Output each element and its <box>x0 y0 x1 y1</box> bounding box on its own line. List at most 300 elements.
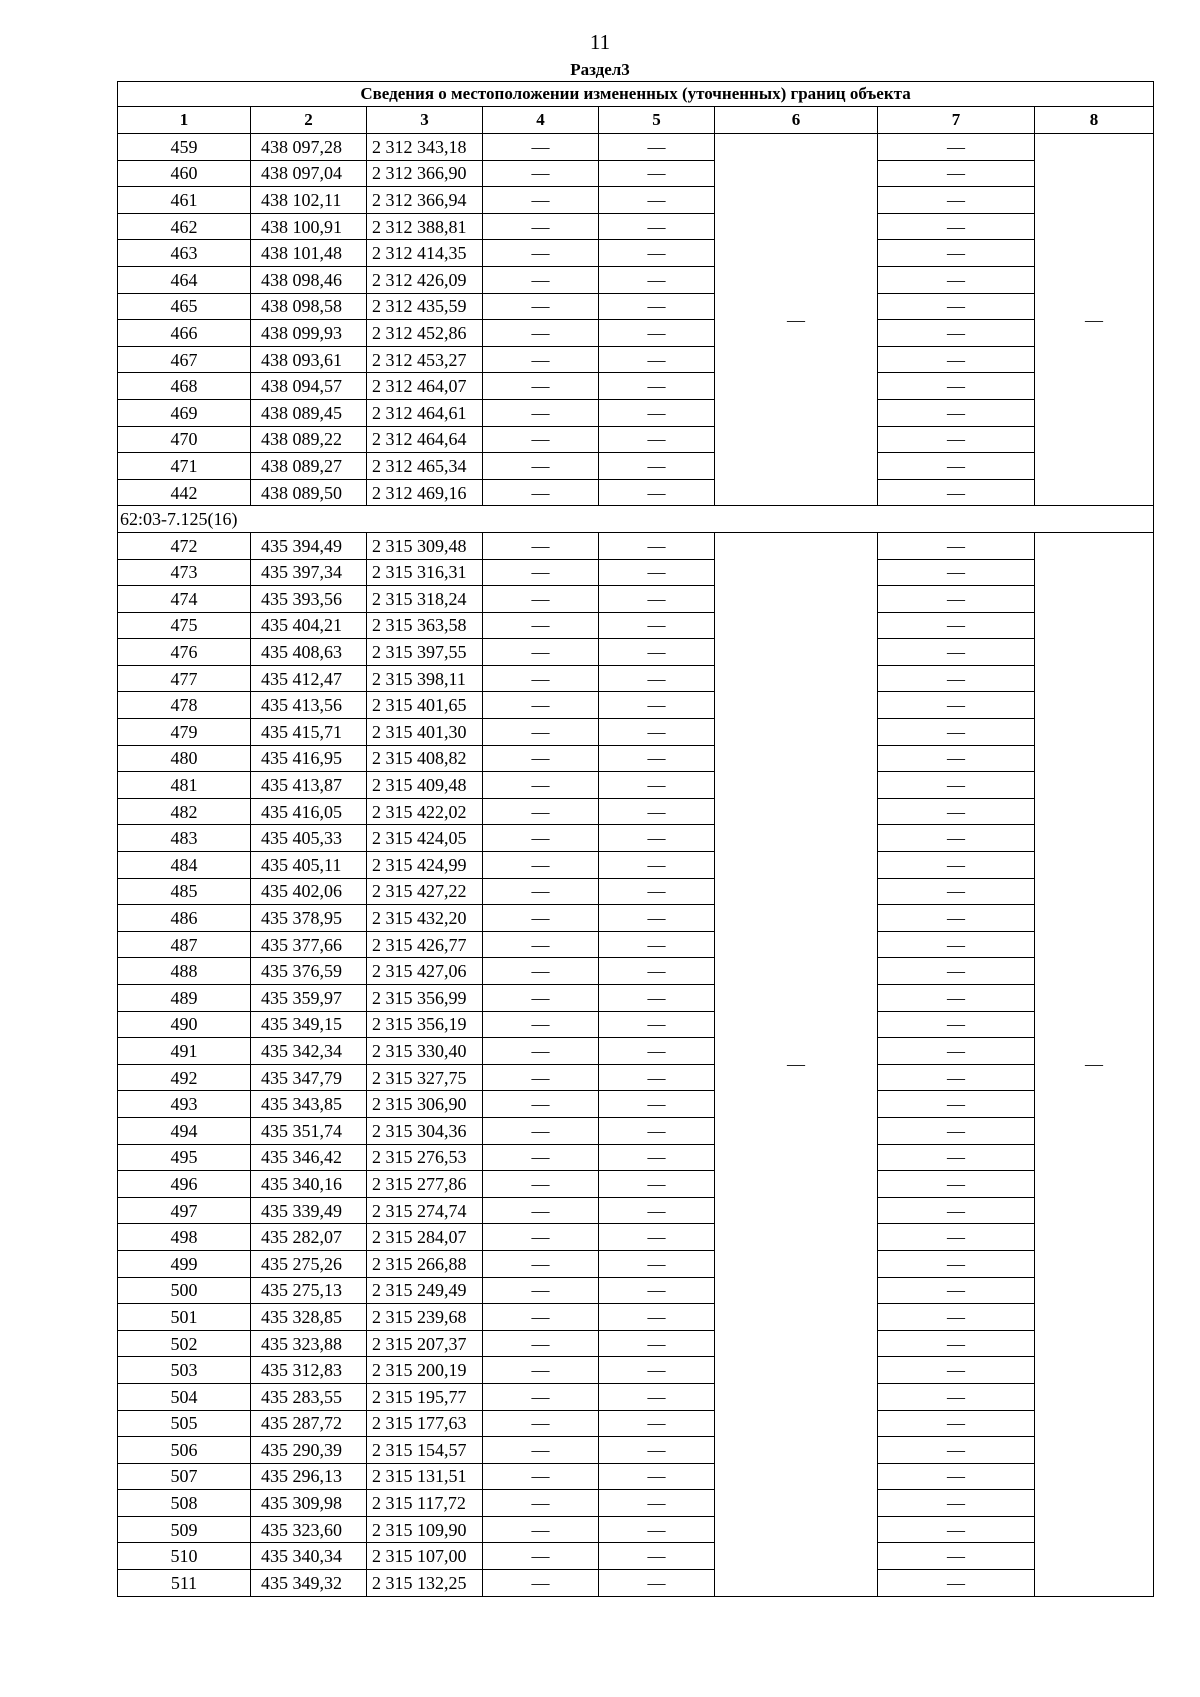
point-number-cell: 491 <box>118 1038 251 1065</box>
table-row <box>118 878 1154 905</box>
column-4-cell: — <box>483 1144 599 1171</box>
column-header-row <box>118 107 1154 134</box>
point-number-cell: 502 <box>118 1330 251 1357</box>
table-row <box>118 134 1154 161</box>
column-7-cell: — <box>878 958 1035 985</box>
y-coordinate-cell: 2 315 266,88 <box>367 1250 483 1277</box>
column-7-cell: — <box>878 985 1035 1012</box>
x-coordinate-cell: 435 275,26 <box>251 1250 367 1277</box>
column-7-cell: — <box>878 931 1035 958</box>
table-row <box>118 240 1154 267</box>
column-4-cell: — <box>483 1463 599 1490</box>
point-number-cell: 480 <box>118 745 251 772</box>
table-row <box>118 1490 1154 1517</box>
column-4-cell: — <box>483 1410 599 1437</box>
point-number-cell: 509 <box>118 1516 251 1543</box>
x-coordinate-cell: 435 323,60 <box>251 1516 367 1543</box>
x-coordinate-cell: 435 340,16 <box>251 1171 367 1198</box>
column-7-cell: — <box>878 1144 1035 1171</box>
x-coordinate-cell: 435 402,06 <box>251 878 367 905</box>
column-7-cell: — <box>878 772 1035 799</box>
table-row <box>118 639 1154 666</box>
table-row <box>118 399 1154 426</box>
column-5-cell: — <box>599 985 715 1012</box>
column-4-cell: — <box>483 692 599 719</box>
x-coordinate-cell: 435 283,55 <box>251 1383 367 1410</box>
table-body <box>118 134 1154 1597</box>
group1-column-8-merged-cell: — <box>1035 134 1154 506</box>
y-coordinate-cell: 2 315 306,90 <box>367 1091 483 1118</box>
point-number-cell: 499 <box>118 1250 251 1277</box>
column-4-cell: — <box>483 665 599 692</box>
column-5-cell: — <box>599 958 715 985</box>
column-5-cell: — <box>599 719 715 746</box>
column-4-cell: — <box>483 1490 599 1517</box>
y-coordinate-cell: 2 315 132,25 <box>367 1570 483 1597</box>
column-7-cell: — <box>878 1543 1035 1570</box>
point-number-cell: 442 <box>118 479 251 506</box>
table-row <box>118 958 1154 985</box>
column-7-cell: — <box>878 399 1035 426</box>
column-4-cell: — <box>483 798 599 825</box>
column-4-cell: — <box>483 745 599 772</box>
point-number-cell: 477 <box>118 665 251 692</box>
column-5-cell: — <box>599 320 715 347</box>
table-row <box>118 772 1154 799</box>
y-coordinate-cell: 2 312 464,64 <box>367 426 483 453</box>
column-4-cell: — <box>483 426 599 453</box>
column-4-cell: — <box>483 1064 599 1091</box>
column-4-cell: — <box>483 479 599 506</box>
column-7-cell: — <box>878 373 1035 400</box>
point-number-cell: 481 <box>118 772 251 799</box>
point-number-cell: 496 <box>118 1171 251 1198</box>
column-5-cell: — <box>599 532 715 559</box>
table-row <box>118 1410 1154 1437</box>
column-7-cell: — <box>878 320 1035 347</box>
x-coordinate-cell: 438 101,48 <box>251 240 367 267</box>
group-label-row <box>118 506 1154 533</box>
column-4-cell: — <box>483 1357 599 1384</box>
table-row <box>118 1357 1154 1384</box>
table-row <box>118 373 1154 400</box>
point-number-cell: 459 <box>118 134 251 161</box>
column-4-cell: — <box>483 160 599 187</box>
column-5-cell: — <box>599 798 715 825</box>
point-number-cell: 488 <box>118 958 251 985</box>
table-row <box>118 1543 1154 1570</box>
y-coordinate-cell: 2 312 464,61 <box>367 399 483 426</box>
column-7-cell: — <box>878 293 1035 320</box>
column-7-cell: — <box>878 266 1035 293</box>
table-row <box>118 346 1154 373</box>
column-5-cell: — <box>599 772 715 799</box>
x-coordinate-cell: 435 412,47 <box>251 665 367 692</box>
table-row <box>118 852 1154 879</box>
x-coordinate-cell: 438 089,45 <box>251 399 367 426</box>
column-7-cell: — <box>878 1383 1035 1410</box>
table-row <box>118 320 1154 347</box>
column-7-cell: — <box>878 719 1035 746</box>
y-coordinate-cell: 2 312 426,09 <box>367 266 483 293</box>
y-coordinate-cell: 2 312 469,16 <box>367 479 483 506</box>
point-number-cell: 470 <box>118 426 251 453</box>
column-5-cell: — <box>599 187 715 214</box>
x-coordinate-cell: 435 296,13 <box>251 1463 367 1490</box>
column-4-cell: — <box>483 399 599 426</box>
y-coordinate-cell: 2 315 276,53 <box>367 1144 483 1171</box>
x-coordinate-cell: 435 394,49 <box>251 532 367 559</box>
column-5-cell: — <box>599 559 715 586</box>
column-4-cell: — <box>483 852 599 879</box>
point-number-cell: 495 <box>118 1144 251 1171</box>
column-header-1: 1 <box>118 107 251 134</box>
column-5-cell: — <box>599 1570 715 1597</box>
point-number-cell: 490 <box>118 1011 251 1038</box>
column-4-cell: — <box>483 532 599 559</box>
x-coordinate-cell: 435 415,71 <box>251 719 367 746</box>
x-coordinate-cell: 435 328,85 <box>251 1304 367 1331</box>
y-coordinate-cell: 2 315 330,40 <box>367 1038 483 1065</box>
column-5-cell: — <box>599 1117 715 1144</box>
column-4-cell: — <box>483 639 599 666</box>
y-coordinate-cell: 2 312 464,07 <box>367 373 483 400</box>
y-coordinate-cell: 2 312 435,59 <box>367 293 483 320</box>
x-coordinate-cell: 435 393,56 <box>251 586 367 613</box>
column-5-cell: — <box>599 878 715 905</box>
y-coordinate-cell: 2 315 109,90 <box>367 1516 483 1543</box>
x-coordinate-cell: 435 290,39 <box>251 1437 367 1464</box>
x-coordinate-cell: 438 089,27 <box>251 453 367 480</box>
point-number-cell: 497 <box>118 1197 251 1224</box>
table-row <box>118 1250 1154 1277</box>
point-number-cell: 503 <box>118 1357 251 1384</box>
y-coordinate-cell: 2 315 398,11 <box>367 665 483 692</box>
column-5-cell: — <box>599 134 715 161</box>
point-number-cell: 498 <box>118 1224 251 1251</box>
column-4-cell: — <box>483 931 599 958</box>
section-title: Раздел3 <box>570 60 630 79</box>
y-coordinate-cell: 2 312 414,35 <box>367 240 483 267</box>
x-coordinate-cell: 435 405,11 <box>251 852 367 879</box>
column-5-cell: — <box>599 586 715 613</box>
table-caption: Сведения о местоположении измененных (уточненных) границ объекта <box>118 82 1154 107</box>
column-5-cell: — <box>599 1463 715 1490</box>
x-coordinate-cell: 435 287,72 <box>251 1410 367 1437</box>
column-5-cell: — <box>599 1144 715 1171</box>
table-row <box>118 479 1154 506</box>
x-coordinate-cell: 438 098,46 <box>251 266 367 293</box>
column-7-cell: — <box>878 1091 1035 1118</box>
group2-column-6-merged-cell: — <box>715 532 878 1596</box>
column-7-cell: — <box>878 1250 1035 1277</box>
column-5-cell: — <box>599 1277 715 1304</box>
column-header-3: 3 <box>367 107 483 134</box>
x-coordinate-cell: 435 405,33 <box>251 825 367 852</box>
table-row <box>118 187 1154 214</box>
point-number-cell: 464 <box>118 266 251 293</box>
column-5-cell: — <box>599 692 715 719</box>
point-number-cell: 467 <box>118 346 251 373</box>
column-4-cell: — <box>483 1171 599 1198</box>
column-7-cell: — <box>878 1011 1035 1038</box>
column-4-cell: — <box>483 772 599 799</box>
y-coordinate-cell: 2 315 249,49 <box>367 1277 483 1304</box>
y-coordinate-cell: 2 315 426,77 <box>367 931 483 958</box>
column-4-cell: — <box>483 1543 599 1570</box>
column-5-cell: — <box>599 665 715 692</box>
column-5-cell: — <box>599 1250 715 1277</box>
column-7-cell: — <box>878 1064 1035 1091</box>
column-7-cell: — <box>878 665 1035 692</box>
point-number-cell: 460 <box>118 160 251 187</box>
point-number-cell: 507 <box>118 1463 251 1490</box>
column-5-cell: — <box>599 852 715 879</box>
column-header-5: 5 <box>599 107 715 134</box>
table-row <box>118 1437 1154 1464</box>
point-number-cell: 471 <box>118 453 251 480</box>
table-row <box>118 1463 1154 1490</box>
column-5-cell: — <box>599 1383 715 1410</box>
table-row <box>118 825 1154 852</box>
point-number-cell: 483 <box>118 825 251 852</box>
table-row <box>118 719 1154 746</box>
point-number-cell: 463 <box>118 240 251 267</box>
x-coordinate-cell: 438 093,61 <box>251 346 367 373</box>
x-coordinate-cell: 438 098,58 <box>251 293 367 320</box>
column-7-cell: — <box>878 612 1035 639</box>
table-row <box>118 1038 1154 1065</box>
table-row <box>118 453 1154 480</box>
column-5-cell: — <box>599 1171 715 1198</box>
column-4-cell: — <box>483 612 599 639</box>
x-coordinate-cell: 435 275,13 <box>251 1277 367 1304</box>
x-coordinate-cell: 438 097,28 <box>251 134 367 161</box>
column-7-cell: — <box>878 346 1035 373</box>
column-5-cell: — <box>599 639 715 666</box>
column-7-cell: — <box>878 745 1035 772</box>
x-coordinate-cell: 435 309,98 <box>251 1490 367 1517</box>
point-number-cell: 500 <box>118 1277 251 1304</box>
column-4-cell: — <box>483 559 599 586</box>
column-4-cell: — <box>483 320 599 347</box>
y-coordinate-cell: 2 315 107,00 <box>367 1543 483 1570</box>
column-5-cell: — <box>599 479 715 506</box>
table-row <box>118 1383 1154 1410</box>
column-4-cell: — <box>483 1304 599 1331</box>
column-4-cell: — <box>483 453 599 480</box>
column-4-cell: — <box>483 1383 599 1410</box>
column-5-cell: — <box>599 905 715 932</box>
column-4-cell: — <box>483 1277 599 1304</box>
column-7-cell: — <box>878 1277 1035 1304</box>
x-coordinate-cell: 435 323,88 <box>251 1330 367 1357</box>
x-coordinate-cell: 435 342,34 <box>251 1038 367 1065</box>
column-7-cell: — <box>878 798 1035 825</box>
x-coordinate-cell: 438 089,22 <box>251 426 367 453</box>
column-7-cell: — <box>878 1197 1035 1224</box>
table-row <box>118 1011 1154 1038</box>
column-7-cell: — <box>878 160 1035 187</box>
table-row <box>118 1570 1154 1597</box>
x-coordinate-cell: 435 351,74 <box>251 1117 367 1144</box>
x-coordinate-cell: 435 339,49 <box>251 1197 367 1224</box>
column-7-cell: — <box>878 479 1035 506</box>
column-5-cell: — <box>599 213 715 240</box>
y-coordinate-cell: 2 315 408,82 <box>367 745 483 772</box>
column-7-cell: — <box>878 134 1035 161</box>
point-number-cell: 508 <box>118 1490 251 1517</box>
point-number-cell: 461 <box>118 187 251 214</box>
x-coordinate-cell: 435 376,59 <box>251 958 367 985</box>
table-row <box>118 1516 1154 1543</box>
column-4-cell: — <box>483 240 599 267</box>
y-coordinate-cell: 2 315 274,74 <box>367 1197 483 1224</box>
y-coordinate-cell: 2 312 453,27 <box>367 346 483 373</box>
column-header-6: 6 <box>715 107 878 134</box>
column-5-cell: — <box>599 1543 715 1570</box>
table-row <box>118 426 1154 453</box>
y-coordinate-cell: 2 315 432,20 <box>367 905 483 932</box>
x-coordinate-cell: 435 416,95 <box>251 745 367 772</box>
column-4-cell: — <box>483 213 599 240</box>
column-4-cell: — <box>483 1250 599 1277</box>
table-row <box>118 798 1154 825</box>
column-4-cell: — <box>483 1570 599 1597</box>
y-coordinate-cell: 2 315 401,65 <box>367 692 483 719</box>
x-coordinate-cell: 435 340,34 <box>251 1543 367 1570</box>
column-5-cell: — <box>599 1437 715 1464</box>
column-4-cell: — <box>483 586 599 613</box>
x-coordinate-cell: 435 347,79 <box>251 1064 367 1091</box>
point-number-cell: 487 <box>118 931 251 958</box>
y-coordinate-cell: 2 315 277,86 <box>367 1171 483 1198</box>
column-7-cell: — <box>878 453 1035 480</box>
column-7-cell: — <box>878 1516 1035 1543</box>
point-number-cell: 472 <box>118 532 251 559</box>
y-coordinate-cell: 2 315 356,19 <box>367 1011 483 1038</box>
column-4-cell: — <box>483 958 599 985</box>
point-number-cell: 511 <box>118 1570 251 1597</box>
y-coordinate-cell: 2 315 401,30 <box>367 719 483 746</box>
column-5-cell: — <box>599 1091 715 1118</box>
column-5-cell: — <box>599 160 715 187</box>
column-4-cell: — <box>483 878 599 905</box>
column-5-cell: — <box>599 1410 715 1437</box>
page-number: 11 <box>589 30 611 54</box>
table-row <box>118 931 1154 958</box>
table-row <box>118 1330 1154 1357</box>
column-7-cell: — <box>878 559 1035 586</box>
y-coordinate-cell: 2 315 427,06 <box>367 958 483 985</box>
y-coordinate-cell: 2 315 207,37 <box>367 1330 483 1357</box>
table-row <box>118 1117 1154 1144</box>
column-7-cell: — <box>878 1330 1035 1357</box>
column-5-cell: — <box>599 1011 715 1038</box>
x-coordinate-cell: 435 359,97 <box>251 985 367 1012</box>
column-4-cell: — <box>483 905 599 932</box>
column-4-cell: — <box>483 1117 599 1144</box>
column-7-cell: — <box>878 1463 1035 1490</box>
column-4-cell: — <box>483 1197 599 1224</box>
column-5-cell: — <box>599 931 715 958</box>
table-row <box>118 905 1154 932</box>
point-number-cell: 465 <box>118 293 251 320</box>
column-7-cell: — <box>878 1304 1035 1331</box>
column-4-cell: — <box>483 1330 599 1357</box>
y-coordinate-cell: 2 315 424,99 <box>367 852 483 879</box>
column-7-cell: — <box>878 1117 1035 1144</box>
table-row <box>118 1277 1154 1304</box>
group2-column-8-merged-cell: — <box>1035 532 1154 1596</box>
x-coordinate-cell: 435 408,63 <box>251 639 367 666</box>
y-coordinate-cell: 2 315 284,07 <box>367 1224 483 1251</box>
column-4-cell: — <box>483 719 599 746</box>
column-header-2: 2 <box>251 107 367 134</box>
column-5-cell: — <box>599 1224 715 1251</box>
x-coordinate-cell: 435 404,21 <box>251 612 367 639</box>
table-row <box>118 1224 1154 1251</box>
x-coordinate-cell: 435 378,95 <box>251 905 367 932</box>
column-5-cell: — <box>599 1038 715 1065</box>
y-coordinate-cell: 2 315 318,24 <box>367 586 483 613</box>
y-coordinate-cell: 2 315 397,55 <box>367 639 483 666</box>
point-number-cell: 473 <box>118 559 251 586</box>
column-4-cell: — <box>483 373 599 400</box>
point-number-cell: 485 <box>118 878 251 905</box>
x-coordinate-cell: 438 102,11 <box>251 187 367 214</box>
table-row <box>118 160 1154 187</box>
y-coordinate-cell: 2 315 131,51 <box>367 1463 483 1490</box>
point-number-cell: 468 <box>118 373 251 400</box>
column-7-cell: — <box>878 426 1035 453</box>
x-coordinate-cell: 435 413,87 <box>251 772 367 799</box>
column-4-cell: — <box>483 1437 599 1464</box>
x-coordinate-cell: 435 346,42 <box>251 1144 367 1171</box>
column-7-cell: — <box>878 639 1035 666</box>
x-coordinate-cell: 435 343,85 <box>251 1091 367 1118</box>
column-4-cell: — <box>483 266 599 293</box>
point-number-cell: 479 <box>118 719 251 746</box>
point-number-cell: 474 <box>118 586 251 613</box>
x-coordinate-cell: 438 099,93 <box>251 320 367 347</box>
table-row <box>118 1304 1154 1331</box>
column-7-cell: — <box>878 1490 1035 1517</box>
y-coordinate-cell: 2 315 117,72 <box>367 1490 483 1517</box>
x-coordinate-cell: 435 282,07 <box>251 1224 367 1251</box>
y-coordinate-cell: 2 315 154,57 <box>367 1437 483 1464</box>
table-row <box>118 1091 1154 1118</box>
point-number-cell: 493 <box>118 1091 251 1118</box>
column-5-cell: — <box>599 1490 715 1517</box>
column-5-cell: — <box>599 1064 715 1091</box>
cadastral-number-label: 62:03-7.125(16) <box>118 506 1154 533</box>
y-coordinate-cell: 2 315 327,75 <box>367 1064 483 1091</box>
y-coordinate-cell: 2 315 239,68 <box>367 1304 483 1331</box>
column-4-cell: — <box>483 346 599 373</box>
y-coordinate-cell: 2 315 356,99 <box>367 985 483 1012</box>
y-coordinate-cell: 2 312 343,18 <box>367 134 483 161</box>
column-5-cell: — <box>599 612 715 639</box>
column-4-cell: — <box>483 1038 599 1065</box>
x-coordinate-cell: 435 377,66 <box>251 931 367 958</box>
table-row <box>118 985 1154 1012</box>
x-coordinate-cell: 438 100,91 <box>251 213 367 240</box>
column-7-cell: — <box>878 1224 1035 1251</box>
table-row <box>118 266 1154 293</box>
column-7-cell: — <box>878 1357 1035 1384</box>
point-number-cell: 476 <box>118 639 251 666</box>
